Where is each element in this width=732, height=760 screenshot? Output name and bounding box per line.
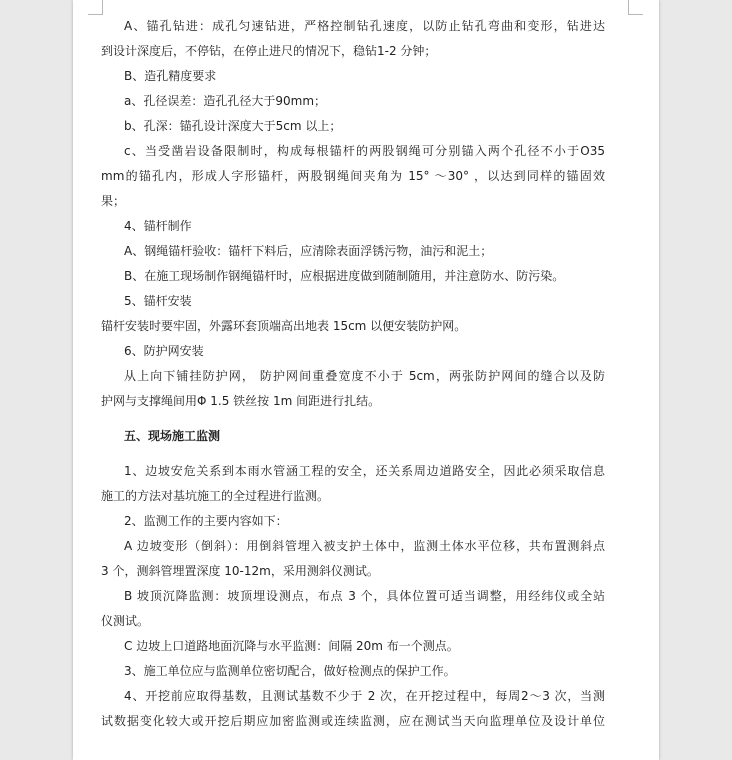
paragraph-line: 果； — [101, 194, 126, 208]
paragraph-line: 从上向下铺挂防护网， 防护网间重叠宽度不小于 5cm，两张防护网间的缝合以及防 — [124, 369, 605, 383]
page-corner-mark-right — [628, 0, 643, 15]
subheading: B、造孔精度要求 — [124, 69, 217, 83]
section-heading: 4、锚杆制作 — [124, 219, 192, 233]
paragraph-line: mm的锚孔内，形成人字形锚杆，两股钢绳间夹角为 15° ～30° ，以达到同样的锚固效 — [101, 169, 605, 183]
chapter-heading: 五、现场施工监测 — [124, 429, 221, 443]
section-heading: 6、防护网安装 — [124, 344, 204, 358]
paragraph-line: 3、施工单位应与监测单位密切配合，做好检测点的保护工作。 — [124, 664, 456, 678]
paragraph-line: 试数据变化较大或开挖后期应加密监测或连续监测，应在测试当天向监理单位及设计单位 — [101, 714, 605, 728]
paragraph-line: b、孔深：锚孔设计深度大于5cm 以上； — [124, 119, 342, 133]
paragraph-line: 2、监测工作的主要内容如下： — [124, 514, 288, 528]
paragraph-line: a、孔径误差：造孔孔径大于90mm； — [124, 94, 327, 108]
page-corner-mark-left — [88, 0, 103, 15]
paragraph-line: 施工的方法对基坑施工的全过程进行监测。 — [101, 489, 330, 503]
paragraph-line: 到设计深度后，不停钻，在停止进尺的情况下，稳钻1-2 分钟； — [101, 44, 437, 58]
paragraph-line: 3 个，测斜管埋置深度 10-12m，采用测斜仪测试。 — [101, 564, 379, 578]
paragraph-line: 1、边坡安危关系到本雨水管涵工程的安全，还关系周边道路安全，因此必须采取信息 — [124, 464, 605, 478]
paragraph-line: 4、开挖前应取得基数，且测试基数不少于 2 次，在开挖过程中，每周2～3 次，当测 — [124, 689, 605, 703]
paragraph-line: c、当受凿岩设备限制时，构成每根锚杆的两股钢绳可分别锚入两个孔径不小于O35 — [124, 144, 605, 158]
paragraph-line: 锚杆安装时要牢固，外露环套顶端高出地表 15cm 以便安装防护网。 — [101, 319, 467, 333]
paragraph-line: 护网与支撑绳间用Φ 1.5 铁丝按 1m 间距进行扎结。 — [101, 394, 381, 408]
document-body — [101, 14, 605, 734]
paragraph-line: A、锚孔钻进：成孔匀速钻进，严格控制钻孔速度，以防止钻孔弯曲和变形，钻进达 — [124, 19, 605, 33]
section-heading: 5、锚杆安装 — [124, 294, 192, 308]
document-page — [73, 0, 659, 760]
paragraph-line: C 边坡上口道路地面沉降与水平监测：间隔 20m 布一个测点。 — [124, 639, 459, 653]
paragraph-line: A 边坡变形（倒斜）：用倒斜管埋入被支护土体中，监测土体水平位移，共布置测斜点 — [124, 539, 605, 553]
paragraph-line: B 坡顶沉降监测：坡顶埋设测点，布点 3 个，具体位置可适当调整，用经纬仪或全站 — [124, 589, 605, 603]
paragraph-line: B、在施工现场制作钢绳锚杆时，应根据进度做到随制随用，并注意防水、防污染。 — [124, 269, 565, 283]
paragraph-line: A、钢绳锚杆验收：锚杆下料后，应清除表面浮锈污物，油污和泥土； — [124, 244, 493, 258]
paragraph-line: 仪测试。 — [101, 614, 150, 628]
